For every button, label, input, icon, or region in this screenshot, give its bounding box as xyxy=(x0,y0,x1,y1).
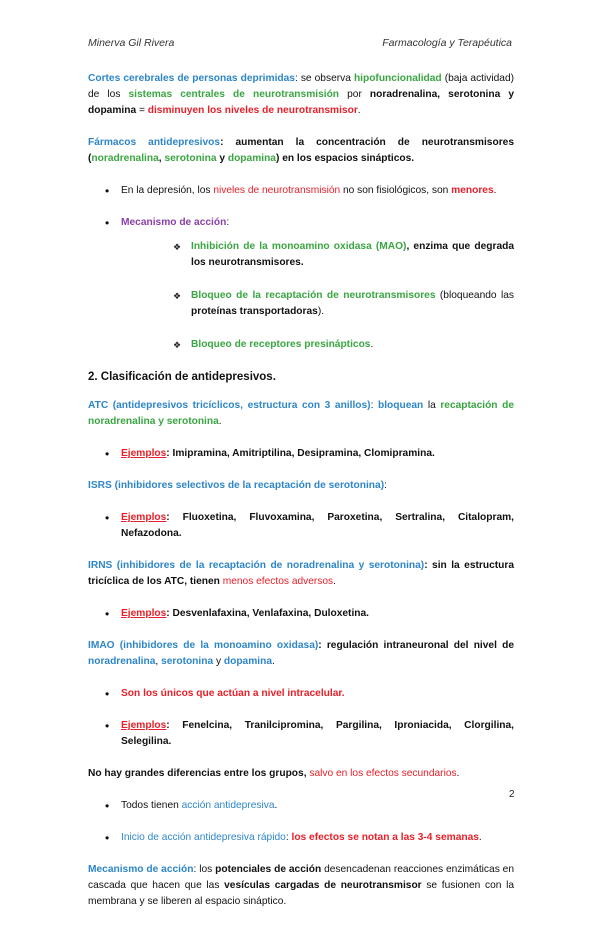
sublist-item-presynaptic: ❖ Bloqueo de receptores presinápticos. xyxy=(121,337,514,353)
mechanism-sublist xyxy=(121,239,514,353)
paragraph-no-differences: No hay grandes diferencias entre los grupos, salvo en los efectos secundarios. xyxy=(88,768,460,779)
list-item-imao-examples: • Ejemplos: Fenelcina, Tranilcipromina, Pargilina, Iproniacida, Clorgilina, Selegilina. xyxy=(88,718,514,750)
imao-list xyxy=(88,686,514,750)
header-subject: Farmacología y Terapéutica xyxy=(382,37,512,49)
irns-examples-list xyxy=(88,606,514,622)
page-body xyxy=(88,71,514,926)
paragraph-irns: IRNS (inhibidores de la recaptación de noradrenalina y serotonina): sin la estructura tricíclica de los ATC, tienen menos efectos adversos. xyxy=(88,560,514,587)
list-item-isrs-examples: • Ejemplos: Fluoxetina, Fluvoxamina, Paroxetina, Sertralina, Citalopram, Nefazodona. xyxy=(88,510,514,542)
list-item-mechanism: • Mecanismo de acción: ❖ Inhibición de la monoamino oxidasa (MAO), enzima que degrada los neurotransmisores. ❖ Bloqueo de la recaptación de neurotransmisores (bloqueando las proteínas transportadoras). ❖ Bloqueo de receptores presinápticos. xyxy=(88,215,514,353)
paragraph-mechanism: Mecanismo de acción: los potenciales de acción desencadenan reacciones enzimáticas en cascada que hacen que las vesículas cargadas de neurotransmisor se fusionen con la membrana y se liberen al espacio sináptico. xyxy=(88,864,515,907)
common-features-list xyxy=(88,798,514,846)
list-item-all-antidepressant: • Todos tienen acción antidepresiva. xyxy=(88,798,514,814)
paragraph-imao: IMAO (inhibidores de la monoamino oxidasa): regulación intraneuronal del nivel de noradrenalina, serotonina y dopamina. xyxy=(88,640,514,667)
list-item-depression: • En la depresión, los niveles de neurotransmisión no son fisiológicos, son menores. xyxy=(88,183,514,199)
page-number: 2 xyxy=(509,789,515,800)
list-item-irns-examples: • Ejemplos: Desvenlafaxina, Venlafaxina, Duloxetina. xyxy=(88,606,514,622)
paragraph-antidepressants: Fármacos antidepresivos: aumentan la concentración de neurotransmisores (noradrenalina, serotonina y dopamina) en los espacios sinápticos. xyxy=(88,137,514,164)
paragraph-brain-slices: Cortes cerebrales de personas deprimidas: se observa hipofuncionalidad (baja actividad) de los sistemas centrales de neurotransmisión por noradrenalina, serotonina y dopamina = disminuyen los niveles de neurotransmisor. xyxy=(88,73,514,116)
list-item-atc-examples: • Ejemplos: Imipramina, Amitriptilina, Desipramina, Clomipramina. xyxy=(88,446,514,462)
paragraph-isrs: ISRS (inhibidores selectivos de la recaptación de serotonina): xyxy=(88,480,387,491)
paragraph-atc: ATC (antidepresivos tricíclicos, estructura con 3 anillos): bloquean la recaptación de noradrenalina y serotonina. xyxy=(88,400,514,427)
header-author: Minerva Gil Rivera xyxy=(88,37,175,49)
sublist-item-reuptake: ❖ Bloqueo de la recaptación de neurotransmisores (bloqueando las proteínas transportadoras). xyxy=(121,288,514,320)
depression-list xyxy=(88,183,514,353)
section-title: 2. Clasificación de antidepresivos. xyxy=(88,371,276,383)
atc-examples-list xyxy=(88,446,514,462)
list-item-imao-intracellular: • Son los únicos que actúan a nivel intracelular. xyxy=(88,686,514,702)
list-item-onset: • Inicio de acción antidepresiva rápido: los efectos se notan a las 3-4 semanas. xyxy=(88,830,514,846)
sublist-item-mao: ❖ Inhibición de la monoamino oxidasa (MAO), enzima que degrada los neurotransmisores. xyxy=(121,239,514,271)
isrs-examples-list xyxy=(88,510,514,542)
